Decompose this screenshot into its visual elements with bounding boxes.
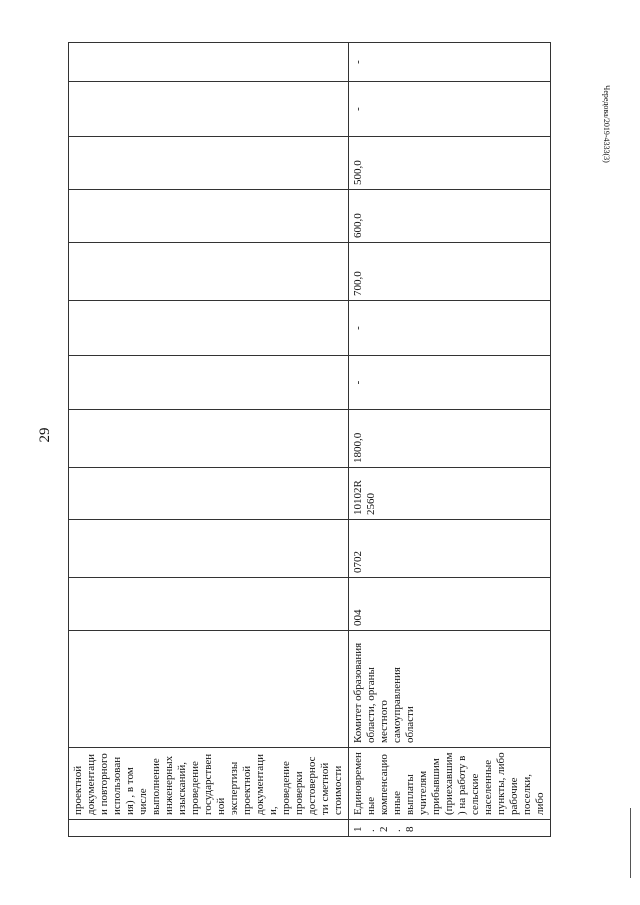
margin-line — [630, 808, 631, 878]
cell-rzpr — [69, 520, 349, 578]
cell-value-6: 500,0 — [349, 137, 551, 190]
cell-csr: 10102R 2560 — [349, 468, 551, 520]
cell-value-3 — [69, 301, 349, 356]
cell-csr — [69, 468, 349, 520]
cell-value-3: - — [349, 301, 551, 356]
cell-grbs — [69, 578, 349, 631]
cell-value-2 — [69, 356, 349, 410]
cell-value-5 — [69, 190, 349, 243]
table-row-current — [349, 43, 551, 837]
page-number: 29 — [36, 427, 53, 443]
cell-value-6 — [69, 137, 349, 190]
table-row-previous — [69, 43, 349, 837]
cell-rzpr: 0702 — [349, 520, 551, 578]
cell-measure-name: проектной документации повторного использования) , в том числе выполнение инженерных изысканий, проведение государственной экспертизы проектной документации, проведение проверки достоверности сметной стоимости — [69, 748, 349, 820]
cell-value-1 — [69, 410, 349, 468]
cell-value-8 — [69, 43, 349, 82]
cell-value-7: - — [349, 82, 551, 137]
cell-value-8: - — [349, 43, 551, 82]
cell-row-number: 1.2.8 — [349, 820, 551, 837]
cell-value-4: 700,0 — [349, 243, 551, 301]
cell-executor — [69, 631, 349, 748]
budget-table — [68, 42, 551, 837]
cell-measure-name: Единовременные компенсационные выплаты учителям прибывшим (приехавшим) на работу в сельские населенные пункты, либо рабочие поселки, либо — [349, 748, 551, 820]
budget-table-rotated — [68, 43, 546, 837]
cell-value-7 — [69, 82, 349, 137]
cell-value-5: 600,0 — [349, 190, 551, 243]
cell-executor: Комитет образования области, органы местного самоуправления области — [349, 631, 551, 748]
budget-table-region — [68, 43, 546, 837]
cell-value-2: - — [349, 356, 551, 410]
document-id: Чередова/2019-4333(3) — [602, 85, 611, 163]
cell-value-1: 1800,0 — [349, 410, 551, 468]
cell-value-4 — [69, 243, 349, 301]
cell-row-number — [69, 820, 349, 837]
cell-grbs: 004 — [349, 578, 551, 631]
